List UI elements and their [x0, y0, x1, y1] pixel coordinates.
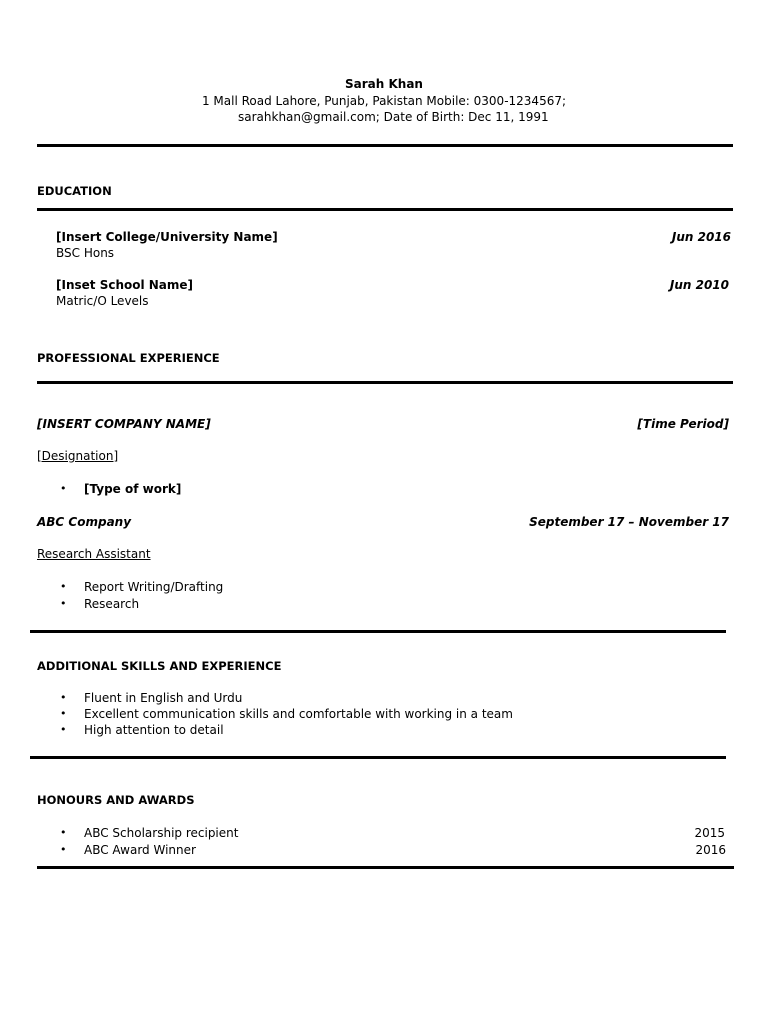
- bullet-marker: •: [60, 843, 67, 856]
- divider: [30, 630, 726, 633]
- award-title: ABC Scholarship recipient: [84, 826, 239, 840]
- skills-heading: ADDITIONAL SKILLS AND EXPERIENCE: [37, 659, 282, 673]
- education-institution: [Insert College/University Name]: [56, 230, 278, 244]
- job-company: [INSERT COMPANY NAME]: [37, 417, 211, 431]
- bullet-marker: •: [60, 691, 67, 704]
- skill-item: Excellent communication skills and comfortable with working in a team: [84, 707, 513, 721]
- education-qualification: BSC Hons: [56, 246, 115, 260]
- divider: [37, 208, 733, 211]
- award-title: ABC Award Winner: [84, 843, 196, 857]
- job-role: [Designation]: [37, 449, 119, 463]
- divider: [30, 756, 726, 759]
- bullet-marker: •: [60, 707, 67, 720]
- honours-heading: HONOURS AND AWARDS: [37, 793, 195, 807]
- job-duty: Report Writing/Drafting: [84, 580, 224, 594]
- skill-item: High attention to detail: [84, 723, 224, 737]
- bullet-marker: •: [60, 723, 67, 736]
- education-date: Jun 2010: [669, 278, 729, 292]
- education-institution: [Inset School Name]: [56, 278, 194, 292]
- education-date: Jun 2016: [671, 230, 731, 244]
- bullet-marker: •: [60, 826, 67, 839]
- divider: [37, 144, 733, 147]
- award-year: 2016: [695, 843, 726, 857]
- job-duty: Research: [84, 597, 140, 611]
- divider: [37, 866, 734, 869]
- education-qualification: Matric/O Levels: [56, 294, 149, 308]
- job-company: ABC Company: [37, 515, 132, 529]
- skill-item: Fluent in English and Urdu: [84, 691, 243, 705]
- job-duty: [Type of work]: [84, 482, 182, 496]
- contact-line-1: 1 Mall Road Lahore, Punjab, Pakistan Mobile: 0300-1234567;: [201, 94, 567, 108]
- bullet-marker: •: [60, 482, 67, 495]
- award-year: 2015: [694, 826, 725, 840]
- bullet-marker: •: [60, 580, 67, 593]
- contact-line-2: sarahkhan@gmail.com; Date of Birth: Dec 11, 1991: [238, 110, 549, 124]
- education-heading: EDUCATION: [37, 184, 112, 198]
- bullet-marker: •: [60, 597, 67, 610]
- candidate-name: Sarah Khan: [345, 77, 423, 91]
- job-period: [Time Period]: [637, 417, 729, 431]
- job-role: Research Assistant: [37, 547, 151, 561]
- divider: [37, 381, 733, 384]
- experience-heading: PROFESSIONAL EXPERIENCE: [37, 351, 220, 365]
- job-period: September 17 – November 17: [529, 515, 729, 529]
